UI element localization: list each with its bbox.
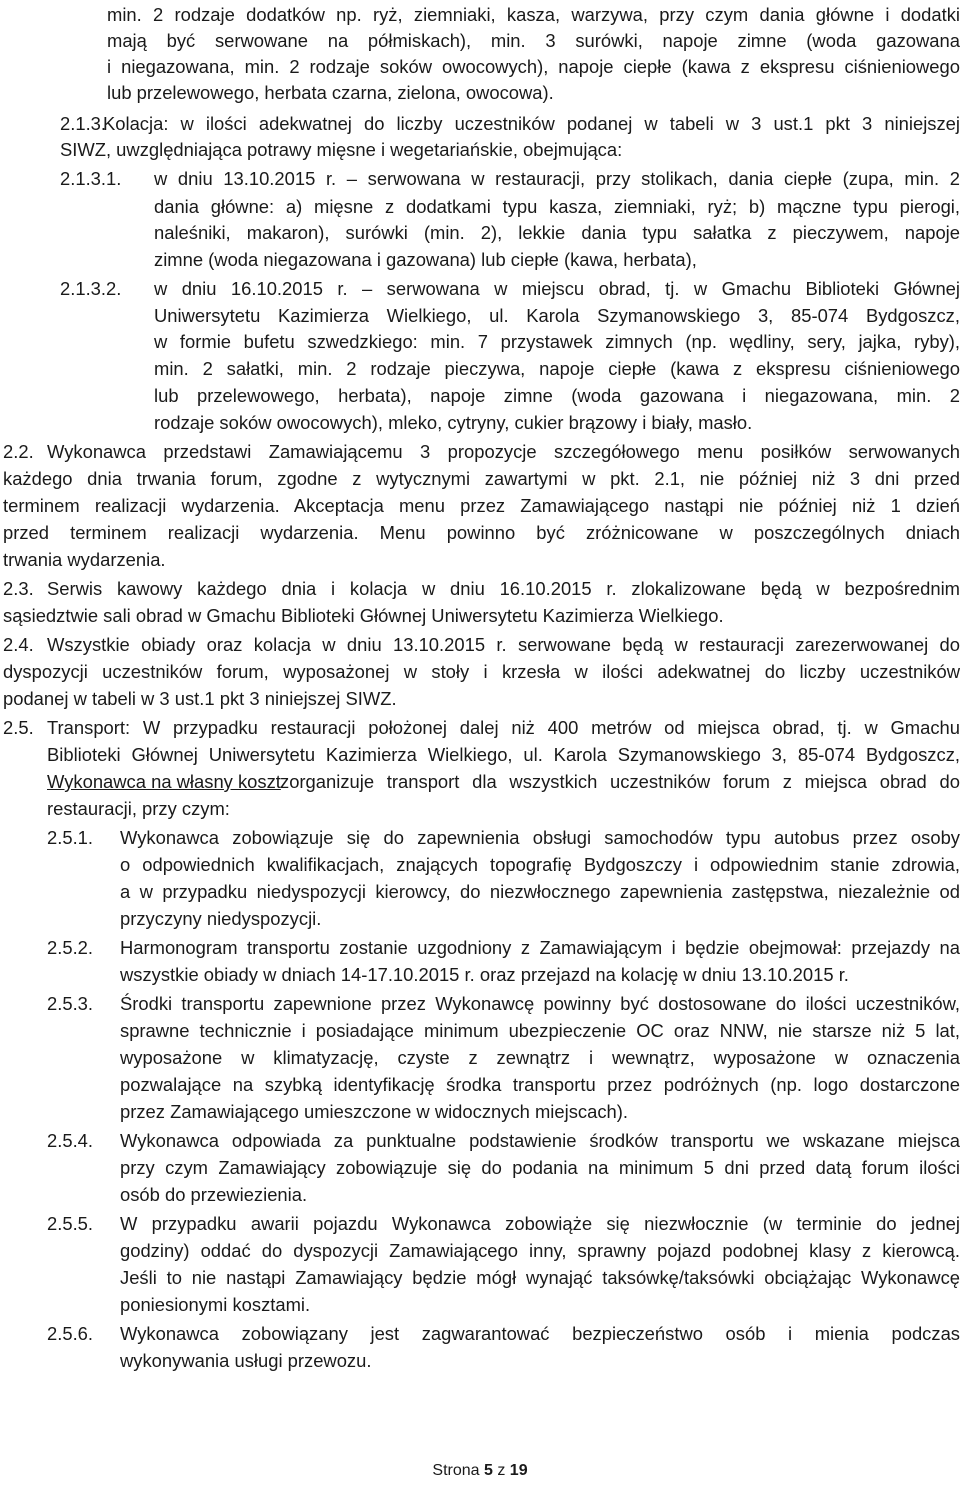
- text-line: wszystkie obiady w dniach 14-17.10.2015 r. oraz przejazd na kolację w dniu 13.10.2015 r.: [120, 964, 849, 985]
- text-line: Środki transportu zapewnione przez Wykonawcę powinny być dostosowane do ilości uczestników,: [120, 993, 960, 1014]
- section-number: 2.3.: [3, 578, 34, 599]
- text-line: lub przelewowego, herbata), napoje zimne (woda gazowana i niegazowana, min. 2: [154, 385, 960, 406]
- text-line: i niegazowana, min. 2 rodzaje soków owocowych), napoje ciepłe (kawa z ekspresu ciśnieniowego: [107, 56, 960, 77]
- text-line: w formie bufetu szwedzkiego: min. 7 przystawek zimnych (np. wędliny, sery, jajka, ryby),: [154, 331, 960, 352]
- text-line: każdego dnia trwania forum, zgodne z wytycznymi zawartymi w pkt. 2.1, nie później niż 3 dni przed: [3, 468, 960, 489]
- section-number: 2.5.6.: [47, 1323, 94, 1344]
- text-line: godziny) oddać do dyspozycji Zamawiającego inny, sprawny pojazd podobnej klasy z kierowcą.: [120, 1240, 960, 1261]
- text-line: w dniu 13.10.2015 r. – serwowana w restauracji, przy stolikach, dania ciepłe (zupa, min. 2: [154, 168, 960, 189]
- underlined-phrase: Wykonawca na własny koszt: [47, 771, 281, 792]
- section-number: 2.1.3.2.: [60, 278, 122, 299]
- text-line: podanej w tabeli w 3 ust.1 pkt 3 niniejszej SIWZ.: [3, 688, 397, 709]
- text-line: zorganizuje transport dla wszystkich uczestników forum z miejsca obrad do: [280, 771, 960, 792]
- text-line: Uniwersytetu Kazimierza Wielkiego, ul. Karola Szymanowskiego 3, 85-074 Bydgoszcz,: [154, 305, 960, 326]
- section-number: 2.5.1.: [47, 827, 94, 848]
- text-line: min. 2 rodzaje dodatków np. ryż, ziemniaki, kasza, warzywa, przy czym dania główne i dodatki: [107, 4, 960, 25]
- text-line: dyspozycji uczestników forum, wyposażonej w stoły i krzesła w ilości adekwatnej do liczby uczestników: [3, 661, 960, 682]
- text-line: przy czym Zamawiający zobowiązuje się do podania na minimum 5 dni przed datą forum ilości: [120, 1157, 960, 1178]
- text-line: o odpowiednich kwalifikacjach, znających topografię Bydgoszczy i odpowiednim stanie zdrowia,: [120, 854, 960, 875]
- text-line: Wszystkie obiady oraz kolacja w dniu 13.10.2015 r. serwowane będą w restauracji zarezerwowanej do: [47, 634, 960, 655]
- text-line: W przypadku awarii pojazdu Wykonawca zobowiąże się niezwłocznie (w terminie do jednej: [120, 1213, 960, 1234]
- text-line: trwania wydarzenia.: [3, 549, 166, 570]
- section-number: 2.5.2.: [47, 937, 94, 958]
- text-line: dania główne: a) mięsne z dodatkami typu kasza, ziemniaki, ryż; b) mączne typu pierogi,: [154, 196, 960, 217]
- text-line: sąsiedztwie sali obrad w Gmachu Biblioteki Głównej Uniwersytetu Kazimierza Wielkiego.: [3, 605, 724, 626]
- footer-separator: z: [497, 1462, 506, 1479]
- text-line: terminem realizacji wydarzenia. Akceptacja menu przez Zamawiającego nastąpi nie później niż 1 dzień: [3, 495, 960, 516]
- text-line: Wykonawca przedstawi Zamawiającemu 3 propozycje szczegółowego menu posiłków serwowanych: [47, 441, 960, 462]
- footer-total-pages: 19: [509, 1462, 528, 1479]
- text-line: sprawne technicznie i posiadające minimum ubezpieczenie OC oraz NNW, nie starsze niż 5 lat,: [120, 1020, 960, 1041]
- text-line: SIWZ, uwzględniająca potrawy mięsne i wegetariańskie, obejmująca:: [60, 139, 623, 160]
- section-number: 2.1.3.1.: [60, 168, 122, 189]
- text-line: rodzaje soków owocowych), mleko, cytryny, cukier brązowy i biały, masło.: [154, 412, 753, 433]
- text-line: przed terminem realizacji wydarzenia. Menu powinno być zróżnicowane w poszczególnych dniach: [3, 522, 960, 543]
- footer-prefix: Strona: [432, 1462, 480, 1479]
- section-number: 2.5.4.: [47, 1130, 94, 1151]
- section-number: 2.1.3.: [60, 113, 107, 134]
- section-number: 2.5.5.: [47, 1213, 94, 1234]
- text-line: min. 2 sałatki, min. 2 rodzaje pieczywa, napoje ciepłe (kawa z ekspresu ciśnieniowego: [154, 358, 960, 379]
- text-line: Harmonogram transportu zostanie uzgodniony z Zamawiającym i będzie obejmował: przejazdy na: [120, 937, 960, 958]
- text-line: pozwalające na szybką identyfikację środka transportu przez podróżnych (np. logo dostarczone: [120, 1074, 960, 1095]
- text-line: Serwis kawowy każdego dnia i kolacja w dniu 16.10.2015 r. zlokalizowane będą w bezpośrednim: [47, 578, 960, 599]
- text-line: przez Zamawiającego umieszczone w widocznych miejscach).: [120, 1101, 628, 1122]
- text-line: Wykonawca odpowiada za punktualne podstawienie środków transportu we wskazane miejsca: [120, 1130, 960, 1151]
- text-line: Wykonawca zobowiązuje się do zapewnienia obsługi samochodów typu autobus przez osoby: [120, 827, 960, 848]
- text-line: Kolacja: w ilości adekwatnej do liczby uczestników podanej w tabeli w 3 ust.1 pkt 3 niniejszej: [103, 113, 960, 134]
- section-number: 2.5.3.: [47, 993, 94, 1014]
- text-line: zimne (woda niegazowana i gazowana) lub ciepłe (kawa, herbata),: [154, 249, 697, 270]
- text-line: Transport: W przypadku restauracji położonej dalej niż 400 metrów od miejsca obrad, tj. w Gmachu: [47, 717, 960, 738]
- text-line: w dniu 16.10.2015 r. – serwowana w miejscu obrad, tj. w Gmachu Biblioteki Głównej: [154, 278, 960, 299]
- text-line: Wykonawca zobowiązany jest zagwarantować bezpieczeństwo osób i mienia podczas: [120, 1323, 960, 1344]
- text-line: przyczyny niedyspozycji.: [120, 908, 322, 929]
- text-line: wyposażone w klimatyzację, czyste z zewnątrz i wewnątrz, wyposażone w oznaczenia: [120, 1047, 960, 1068]
- text-line: osób do przewiezienia.: [120, 1184, 308, 1205]
- text-line: Biblioteki Głównej Uniwersytetu Kazimierza Wielkiego, ul. Karola Szymanowskiego 3, 85-074 Bydgoszcz,: [47, 744, 960, 765]
- text-line: a w przypadku niedyspozycji kierowcy, do niezwłocznego zapewnienia zastępstwa, niezależnie od: [120, 881, 960, 902]
- text-line: wykonywania usługi przewozu.: [120, 1350, 372, 1371]
- text-line: lub przelewowego, herbata czarna, zielona, owocowa).: [107, 82, 554, 103]
- section-number: 2.5.: [3, 717, 34, 738]
- footer-page-number: 5: [483, 1462, 493, 1479]
- section-number: 2.4.: [3, 634, 34, 655]
- text-line: mają być serwowane na półmiskach), min. 3 surówki, napoje zimne (woda gazowana: [107, 30, 960, 51]
- section-number: 2.2.: [3, 441, 34, 462]
- text-line: poniesionymi kosztami.: [120, 1294, 311, 1315]
- text-line: restauracji, przy czym:: [47, 798, 230, 819]
- text-line: naleśniki, makaron), surówki (min. 2), lekkie dania typu sałatka z pieczywem, napoje: [154, 222, 960, 243]
- text-line: Jeśli to nie nastąpi Zamawiający będzie mógł wynająć taksówkę/taksówki obciążając Wykonawcę: [120, 1267, 960, 1288]
- page-footer: [0, 1461, 960, 1481]
